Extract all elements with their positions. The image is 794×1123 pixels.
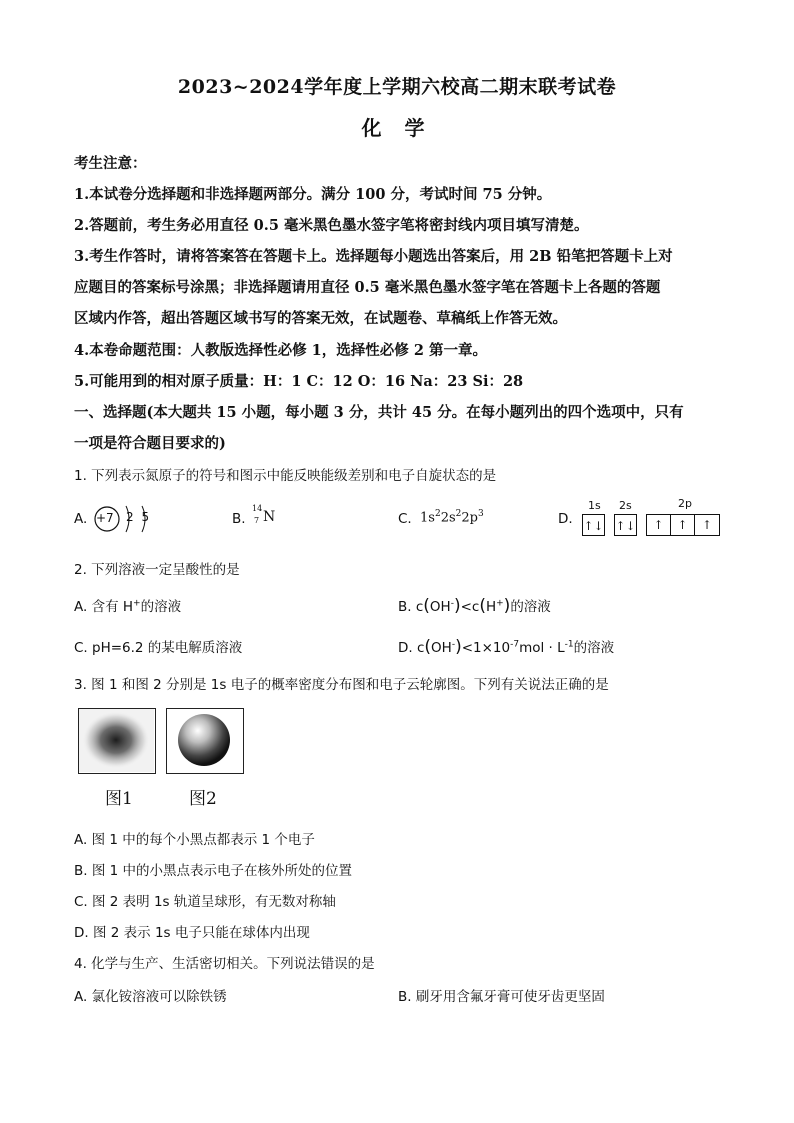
orbital-arrow-2p-1: ↑	[647, 515, 671, 535]
nuclide-mass-number: 14	[252, 504, 263, 513]
note-3a: 3.考生作答时，请将答案答在答题卡上。选择题每小题选出答案后，用 2B 铅笔把答题卡上对	[74, 248, 673, 265]
q2-b-plus: +	[496, 598, 504, 609]
q2-b-tail: 的溶液	[510, 599, 551, 615]
q1-option-b-label: B.	[232, 511, 246, 527]
note-4: 4.本卷命题范围：人教版选择性必修 1，选择性必修 2 第一章。	[74, 342, 487, 359]
figure-2-caption: 图2	[189, 789, 217, 809]
q4-option-a: A. 氯化铵溶液可以除铁锈	[74, 989, 227, 1005]
electron-cloud-sphere-svg	[167, 709, 242, 772]
q2-a-text: A. 含有 H	[74, 599, 134, 615]
q1-option-a-label: A.	[74, 511, 88, 527]
q2-d-unit: mol · L	[519, 640, 565, 656]
atom-structure-diagram	[92, 502, 164, 536]
q2-a-sup: +	[133, 598, 141, 609]
orbital-box-2s	[614, 514, 637, 536]
nuclide-atomic-number: 7	[254, 516, 260, 525]
orbital-arrows-2s: ↑↓	[615, 519, 636, 533]
q2-a-tail: 的溶液	[140, 599, 182, 615]
q2-b-h: H	[485, 599, 497, 615]
subject-title: 化 学	[361, 116, 433, 140]
q2-d-unit-exp: -1	[564, 639, 574, 650]
q2-option-d: D. $c(OH^-)<1\times 10^{-7}mol \cdot L^{-1}$的溶液	[398, 637, 615, 657]
config-1s-count: 2	[434, 509, 441, 519]
q2-option-a	[74, 595, 181, 615]
config-1s: 1s	[420, 510, 435, 526]
orbital-label-1s: 1s	[588, 499, 601, 512]
q3-option-d: D. 图 2 表示 1s 电子只能在球体内出现	[74, 925, 310, 941]
q2-d-exp: -7	[510, 639, 520, 650]
note-5: 5.可能用到的相对原子质量：H：1 C：12 O：16 Na：23 Si：28	[74, 373, 524, 390]
config-2p: 2p	[461, 510, 478, 526]
q2-b-pre: B. c	[398, 599, 424, 615]
orbital-arrows-1s: ↑↓	[583, 519, 604, 533]
figure-1-probability-density	[78, 708, 156, 774]
orbital-arrow-2p-3: ↑	[701, 518, 713, 532]
q2-d-tail: 的溶液	[573, 640, 615, 656]
orbital-label-2s: 2s	[619, 499, 632, 512]
config-2s-count: 2	[455, 509, 462, 519]
notes-heading: 考生注意：	[74, 155, 147, 172]
orbital-box-1s	[582, 514, 605, 536]
orbital-box-2p	[646, 514, 720, 536]
q4-option-b: B. 刷牙用含氟牙膏可使牙齿更坚固	[398, 989, 605, 1005]
q2-b-lt: <c	[460, 599, 480, 615]
q3-option-c: C. 图 2 表明 1s 轨道呈球形，有无数对称轴	[74, 894, 336, 910]
note-3c: 区域内作答，超出答题区域书写的答案无效，在试题卷、草稿纸上作答无效。	[74, 310, 567, 327]
q2-b-minus: -	[450, 598, 454, 609]
q3-option-b: B. 图 1 中的小黑点表示电子在核外所处的位置	[74, 863, 353, 879]
atom-shell-electrons: 2 5	[126, 510, 152, 524]
electron-configuration	[420, 509, 484, 525]
q1-stem: 1. 下列表示氮原子的符号和图示中能反映能级差别和电子自旋状态的是	[74, 468, 497, 484]
q4-stem: 4. 化学与生产、生活密切相关。下列说法错误的是	[74, 956, 375, 972]
section-heading-line1: 一、选择题(本大题共 15 小题，每小题 3 分，共计 45 分。在每小题列出的四个选项中，只有	[74, 404, 684, 421]
nuclide-symbol	[252, 504, 282, 534]
probability-density-svg	[79, 709, 154, 772]
note-2: 2.答题前，考生务必用直径 0.5 毫米黑色墨水签字笔将密封线内项目填写清楚。	[74, 217, 589, 234]
note-3b: 应题目的答案标号涂黑；非选择题请用直径 0.5 毫米黑色墨水签字笔在答题卡上各题的答题	[74, 279, 661, 296]
q1-option-d-label: D.	[558, 511, 573, 527]
q2-d-oh: OH	[431, 640, 452, 656]
note-1: 1.本试卷分选择题和非选择题两部分。满分 100 分，考试时间 75 分钟。	[74, 186, 552, 203]
q2-option-c: C. pH=6.2 的某电解质溶液	[74, 640, 243, 656]
q1-option-c-label: C.	[398, 511, 412, 527]
exam-title: 2023~2024学年度上学期六校高二期末联考试卷	[177, 76, 617, 98]
q3-option-a: A. 图 1 中的每个小黑点都表示 1 个电子	[74, 832, 315, 848]
q2-d-val: <1×10	[461, 640, 511, 656]
config-2s: 2s	[440, 510, 456, 526]
q2-option-b: B. c(OH-)<c(H+)的溶液	[398, 596, 551, 616]
q2-stem: 2. 下列溶液一定呈酸性的是	[74, 562, 240, 578]
config-2p-count: 3	[477, 509, 484, 519]
q2-d-pre: D. c	[398, 640, 425, 656]
q2-d-minus: -	[451, 639, 456, 650]
orbital-arrow-2p-2: ↑	[671, 515, 695, 535]
atom-nucleus-charge: +7	[96, 511, 114, 525]
q3-stem: 3. 图 1 和图 2 分别是 1s 电子的概率密度分布图和电子云轮廓图。下列有关说法正确的是	[74, 677, 609, 693]
orbital-label-2p: 2p	[678, 497, 692, 510]
q2-b-oh: OH	[429, 599, 451, 615]
nuclide-element: N	[263, 509, 276, 525]
section-heading-line2: 一项是符合题目要求的)	[74, 435, 226, 452]
figure-2-electron-cloud	[166, 708, 244, 774]
figure-1-caption: 图1	[105, 789, 133, 809]
